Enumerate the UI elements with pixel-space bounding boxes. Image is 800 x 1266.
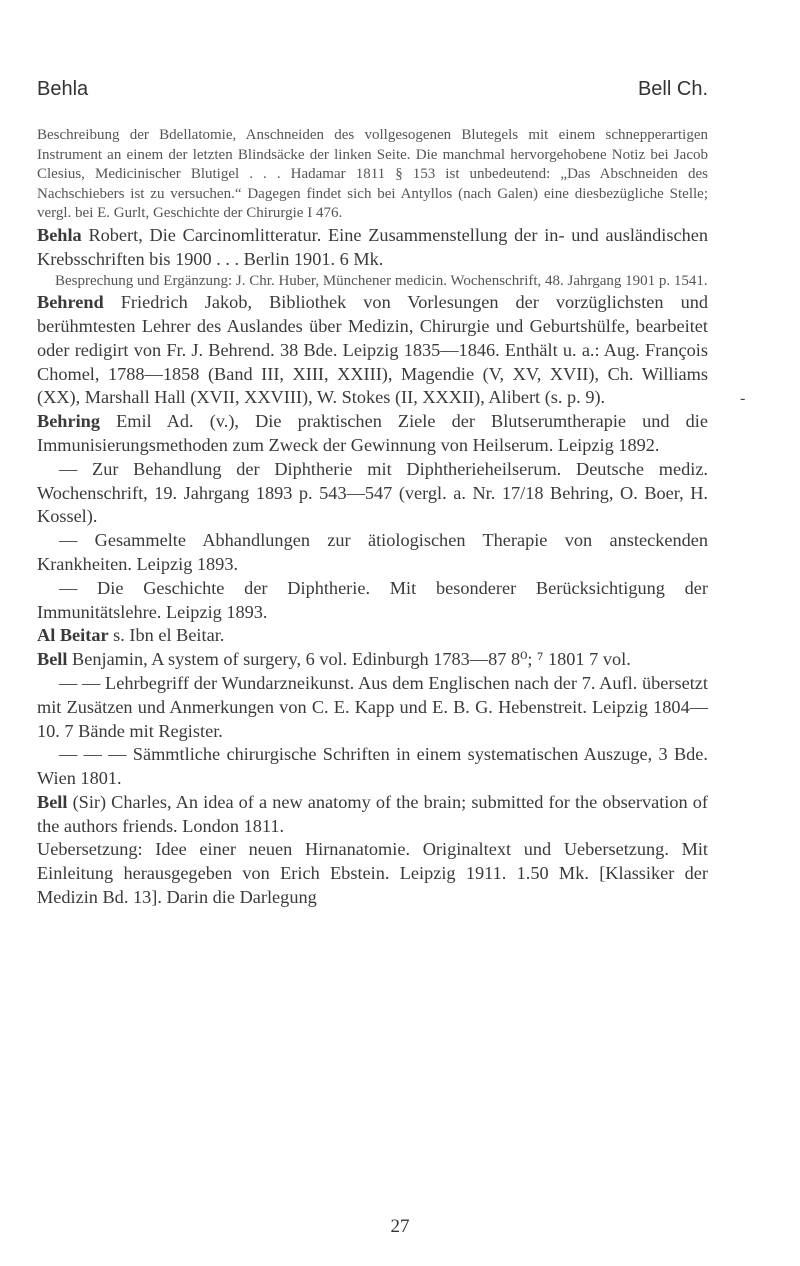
entry-behla-review (37, 272, 708, 292)
entry-text: Friedrich Jakob, Bibliothek von Vorlesungen der vorzüglichsten und berühmtesten Lehrer des Auslandes über Medizin, Chirurgie und Geburtshülfe, bearbeitet oder redigirt von Fr. J. Behrend. 38 Bde. Leipzig 1835—1846. Enthält u. a.: Aug. François Chomel, 1788—1858 (Band III, XIII, XXIII), Magendie (V, XV, XVII), Ch. Williams (XX), Marshall Hall (XVII, XXVIII), W. Stokes (II, XXXII), Alibert (s. p. 9). (37, 292, 708, 408)
entry-text: — — — Sämmtliche chirurgische Schriften in einem systematischen Auszuge, 3 Bde. Wien 1801. (37, 744, 708, 789)
entry-headword: Bell (37, 791, 68, 812)
entry-text: s. Ibn el Beitar. (108, 625, 225, 646)
entry-bdellatomie-note (37, 126, 708, 224)
entry-bell-benjamin (37, 648, 708, 672)
entry-text: Uebersetzung: Idee einer neuen Hirnanatomie. Originaltext und Uebersetzung. Mit Einleitung herausgegeben von Erich Ebstein. Leipzig 1911. 1.50 Mk. [Klassiker der Medizin Bd. 13]. Darin die Darlegung (37, 839, 708, 908)
entry-text: — Die Geschichte der Diphtherie. Mit besonderer Berücksichtigung der Immunitätslehre. Leipzig 1893. (37, 577, 708, 622)
entry-text: — Zur Behandlung der Diphtherie mit Diphtherieheilserum. Deutsche mediz. Wochenschrift, 19. Jahrgang 1893 p. 543—547 (vergl. a. Nr. 17/18 Behring, O. Boer, H. Kossel). (37, 458, 708, 527)
entry-behring-2 (37, 458, 708, 529)
entry-bell-charles-2 (37, 838, 708, 909)
entry-beitar (37, 624, 708, 648)
entry-text: Beschreibung der Bdellatomie, Anschneiden des vollgesogenen Blutegels mit einem schnepperartigen Instrument an einem der letzten Blindsäcke der linken Seite. Die manchmal hervorgehobene Notiz bei Jacob Clesius, Medicinischer Blutigel . . . Hadamar 1811 § 153 ist unbedeutend: „Das Abschneiden des Nachschiebers ist zu versuchen.“ Dagegen findet sich bei Antyllos (nach Galen) eine diesbezügliche Stelle; vergl. bei E. Gurlt, Geschichte der Chirurgie I 476. (37, 127, 708, 222)
entry-behring-4 (37, 577, 708, 625)
entry-headword: Al Beitar (37, 625, 109, 646)
entry-behla (37, 224, 708, 272)
entry-text: — Gesammelte Abhandlungen zur ätiologischen Therapie von ansteckenden Krankheiten. Leipzig 1893. (37, 530, 708, 574)
entry-headword: Behrend (37, 292, 104, 313)
entry-text: Besprechung und Ergänzung: J. Chr. Huber, Münchener medicin. Wochenschrift, 48. Jahrgang 1901 p. 1541. (55, 272, 708, 289)
entry-behring (37, 410, 708, 458)
page-number: 27 (390, 1216, 410, 1237)
entry-bell-charles (37, 791, 708, 839)
entry-headword: Bell (37, 649, 68, 670)
bibliography-entries (37, 126, 708, 910)
margin-mark: - (740, 390, 746, 407)
entry-text: Benjamin, A system of surgery, 6 vol. Edinburgh 1783—87 8⁰; ⁷ 1801 7 vol. (67, 649, 631, 670)
entry-text: — — Lehrbegriff der Wundarzneikunst. Aus dem Englischen nach der 7. Aufl. übersetzt mit Zusätzen und Anmerkungen von C. E. Kapp und E. B. G. Hebenstreit. Leipzig 1804—10. 7 Bände mit Register. (37, 672, 708, 741)
running-head-right: Bell Ch. (637, 78, 708, 100)
entry-text: Robert, Die Carcinomlitteratur. Eine Zusammenstellung der in- und ausländischen Krebsschriften bis 1900 . . . Berlin 1901. 6 Mk. (37, 224, 708, 269)
entry-headword: Behla (37, 224, 82, 245)
entry-text: Emil Ad. (v.), Die praktischen Ziele der Blutserumtherapie und die Immunisierungsmethoden zum Zweck der Gewinnung von Heilserum. Leipzig 1892. (37, 411, 708, 455)
entry-bell-benjamin-3 (37, 743, 708, 791)
entry-behring-3 (37, 529, 708, 577)
entry-text: (Sir) Charles, An idea of a new anatomy of the brain; submitted for the observation of the authors friends. London 1811. (37, 791, 708, 836)
running-head-left: Behla (37, 78, 89, 100)
entry-headword: Behring (37, 411, 100, 432)
entry-bell-benjamin-2 (37, 672, 708, 743)
entry-behrend (37, 291, 708, 410)
